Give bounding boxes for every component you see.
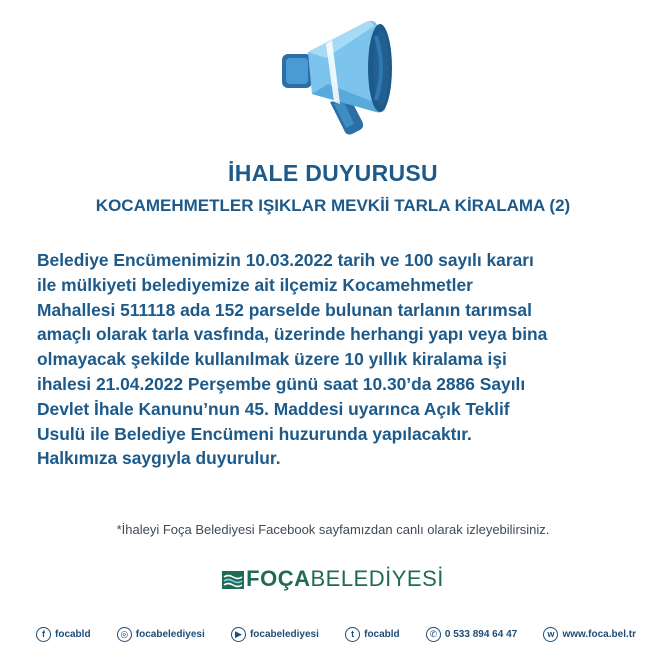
whatsapp-icon: ✆ [426, 627, 441, 642]
megaphone-icon [268, 14, 398, 142]
website-link[interactable] [543, 627, 636, 642]
instagram-link[interactable] [117, 627, 205, 642]
facebook-link[interactable] [36, 627, 91, 642]
wave-logo-icon [222, 571, 244, 589]
body-line: ile mülkiyeti belediyemize ait ilçemiz Kocamehmetler [37, 274, 473, 295]
body-line: Usulü ile Belediye Encümeni huzurunda yapılacaktır. [37, 423, 472, 444]
body-line: Halkımıza saygıyla duyurulur. [37, 448, 281, 469]
body-line: Devlet İhale Kanunu’nun 45. Maddesi uyarınca Açık Teklif [37, 398, 510, 419]
instagram-handle: focabelediyesi [135, 628, 205, 640]
foca-belediyesi-logo [0, 566, 666, 592]
social-footer [36, 624, 636, 644]
whatsapp-number: 0 533 894 64 47 [444, 628, 518, 640]
body-line: Mahallesi 511118 ada 152 parselde bulunan tarlanın tarımsal [37, 299, 532, 320]
youtube-link[interactable] [231, 627, 319, 642]
twitter-icon: t [345, 627, 360, 642]
facebook-handle: focabld [55, 628, 91, 640]
announcement-body [37, 248, 637, 471]
page-subtitle: KOCAMEHMETLER IŞIKLAR MEVKİİ TARLA KİRALAMA (2) [95, 196, 571, 215]
body-line: olmayacak şekilde kullanılmak üzere 10 yıllık kiralama işi [37, 349, 507, 370]
logo-text-foca: FOÇA [246, 566, 311, 591]
live-stream-note: *İhaleyi Foça Belediyesi Facebook sayfamızdan canlı olarak izleyebilirsiniz. [116, 522, 550, 537]
facebook-icon: f [36, 627, 51, 642]
twitter-link[interactable] [345, 627, 400, 642]
twitter-handle: focabld [364, 628, 400, 640]
web-icon: w [543, 627, 558, 642]
logo-text-belediyesi: BELEDİYESİ [310, 566, 444, 591]
body-line: amaçlı olarak tarla vasfında, üzerinde herhangi yapı veya bina [37, 324, 548, 345]
instagram-icon: ◎ [117, 627, 132, 642]
whatsapp-link[interactable] [426, 627, 517, 642]
website-url: www.foca.bel.tr [562, 628, 636, 640]
page-title: İHALE DUYURUSU [228, 160, 438, 186]
body-line: ihalesi 21.04.2022 Perşembe günü saat 10.30’da 2886 Sayılı [37, 373, 526, 394]
youtube-icon: ▶ [231, 627, 246, 642]
youtube-handle: focabelediyesi [249, 628, 319, 640]
body-line: Belediye Encümenimizin 10.03.2022 tarih ve 100 sayılı kararı [37, 250, 534, 270]
